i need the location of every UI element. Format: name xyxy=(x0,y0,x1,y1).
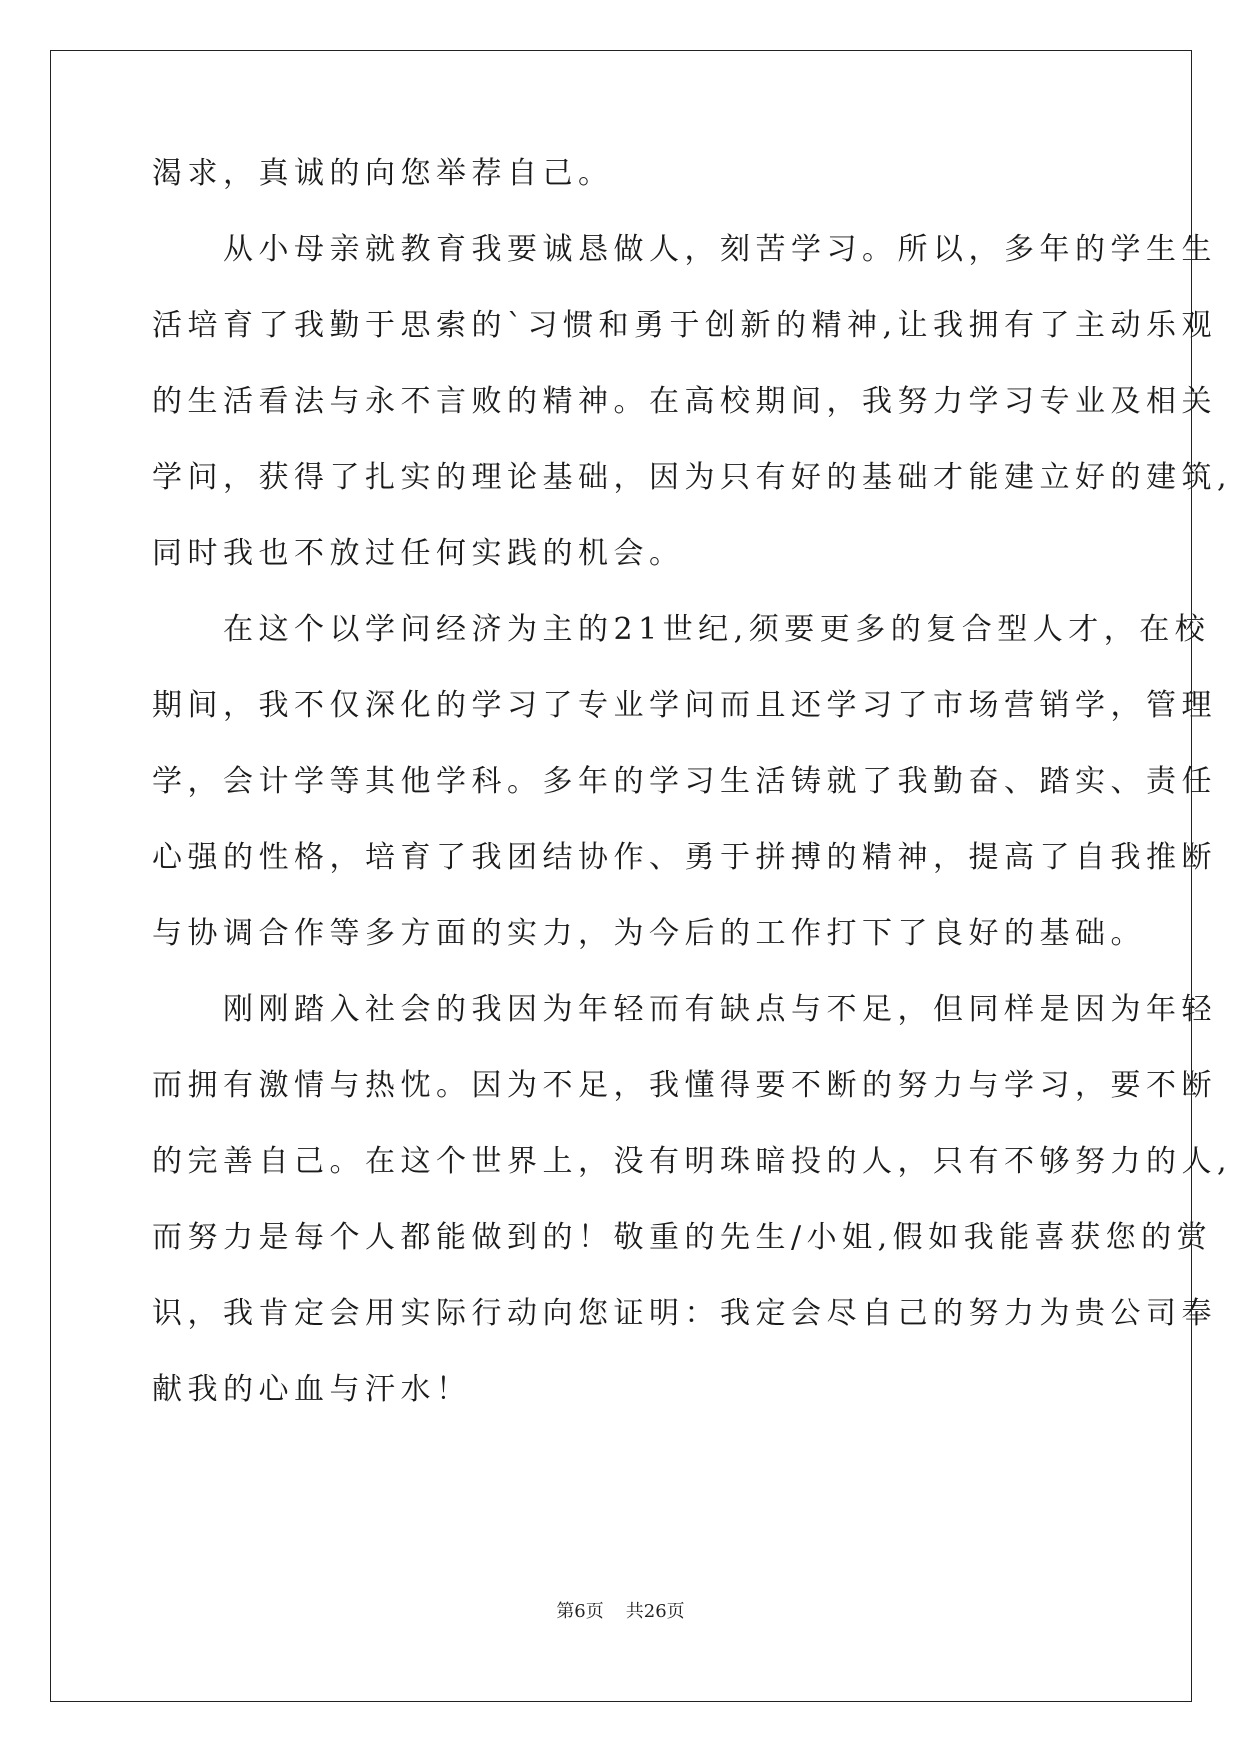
page-footer xyxy=(0,1600,1241,1624)
text-line: 献我的心血与汗水！ xyxy=(152,1372,472,1407)
text-line: 期间，我不仅深化的学习了专业学问而且还学习了市场营销学，管理 xyxy=(152,688,1217,723)
page-number: 第6页 xyxy=(556,1601,604,1622)
text-line: 从小母亲就教育我要诚恳做人，刻苦学习。所以，多年的学生生 xyxy=(152,232,1217,267)
text-line: 活培育了我勤于思索的`习惯和勇于创新的精神,让我拥有了主动乐观 xyxy=(152,308,1218,343)
text-line: 识，我肯定会用实际行动向您证明：我定会尽自己的努力为贵公司奉 xyxy=(152,1296,1217,1331)
text-line: 而拥有激情与热忱。因为不足，我懂得要不断的努力与学习，要不断 xyxy=(152,1068,1217,1103)
text-line: 刚刚踏入社会的我因为年轻而有缺点与不足，但同样是因为年轻 xyxy=(152,992,1217,1027)
text-line: 渴求，真诚的向您举荐自己。 xyxy=(152,156,614,191)
text-line: 与协调合作等多方面的实力，为今后的工作打下了良好的基础。 xyxy=(152,916,1146,951)
text-line: 学，会计学等其他学科。多年的学习生活铸就了我勤奋、踏实、责任 xyxy=(152,764,1217,799)
text-line: 的生活看法与永不言败的精神。在高校期间，我努力学习专业及相关 xyxy=(152,384,1217,419)
text-line: 心强的性格，培育了我团结协作、勇于拼搏的精神，提高了自我推断 xyxy=(152,840,1217,875)
text-line: 的完善自己。在这个世界上，没有明珠暗投的人，只有不够努力的人, xyxy=(152,1144,1233,1179)
text-line: 学问，获得了扎实的理论基础，因为只有好的基础才能建立好的建筑, xyxy=(152,460,1233,495)
text-line: 而努力是每个人都能做到的！敬重的先生/小姐,假如我能喜获您的赏 xyxy=(152,1220,1213,1255)
text-line: 在这个以学问经济为主的21世纪,须要更多的复合型人才，在校 xyxy=(152,612,1211,647)
page-total: 共26页 xyxy=(625,1601,685,1622)
text-line: 同时我也不放过任何实践的机会。 xyxy=(152,536,685,571)
